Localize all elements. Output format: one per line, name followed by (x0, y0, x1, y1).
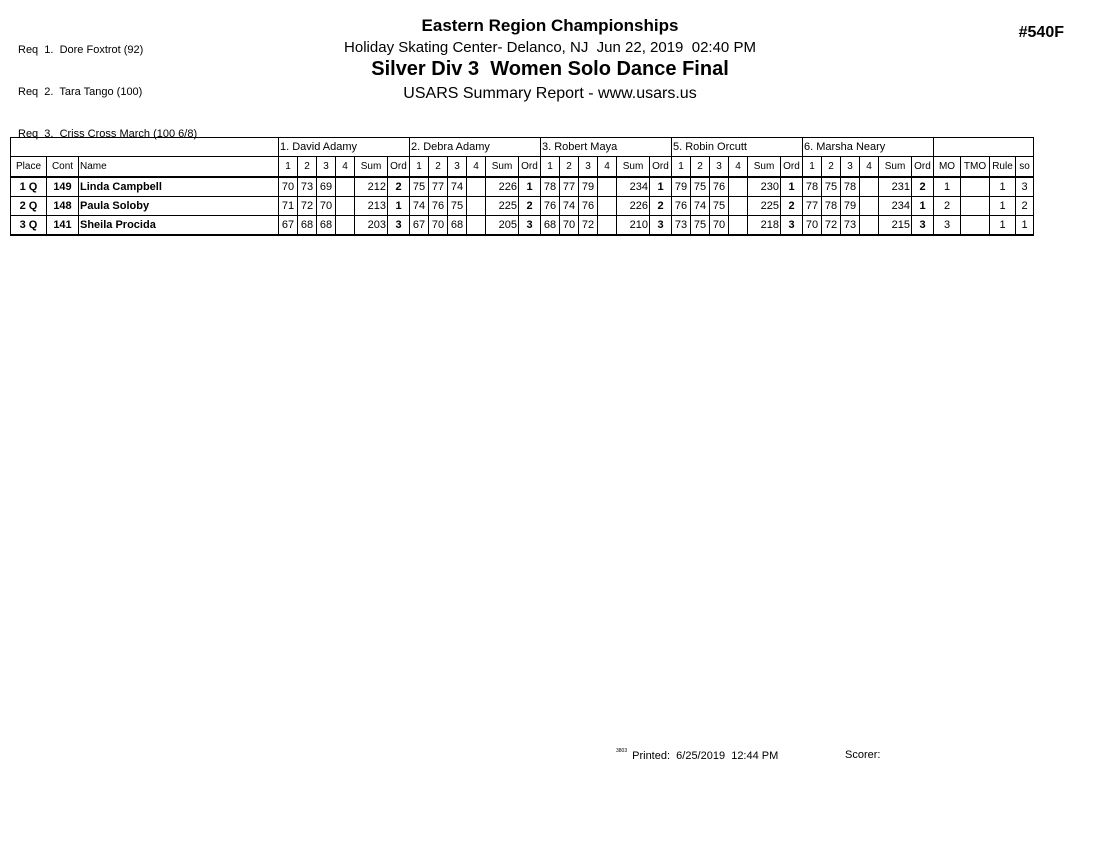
mark-cell: 72 (579, 216, 598, 236)
sum-cell: 212 (355, 177, 388, 197)
ord-cell: 2 (650, 197, 672, 216)
mark-cell: 68 (541, 216, 560, 236)
scorer-label: Scorer: (845, 749, 881, 761)
division-title: Silver Div 3 Women Solo Dance Final (371, 58, 729, 80)
mo-header: MO (934, 157, 961, 178)
ord-cell: 1 (519, 177, 541, 197)
mark-header: 1 (410, 157, 429, 178)
mark-cell: 75 (691, 216, 710, 236)
ord-header: Ord (650, 157, 672, 178)
mark-cell: 74 (691, 197, 710, 216)
header-spacer (11, 138, 279, 157)
ord-header: Ord (781, 157, 803, 178)
ord-cell: 2 (519, 197, 541, 216)
mark-header: 2 (822, 157, 841, 178)
mark-cell (860, 216, 879, 236)
sum-cell: 225 (486, 197, 519, 216)
rule-cell: 1 (990, 197, 1016, 216)
mark-cell: 78 (822, 197, 841, 216)
tmo-header: TMO (961, 157, 990, 178)
ord-cell: 2 (912, 177, 934, 197)
sum-cell: 218 (748, 216, 781, 236)
mark-header: 2 (429, 157, 448, 178)
mark-cell: 69 (317, 177, 336, 197)
mark-cell: 70 (429, 216, 448, 236)
mark-header: 3 (841, 157, 860, 178)
mark-cell (336, 177, 355, 197)
mark-cell: 76 (672, 197, 691, 216)
mark-cell: 72 (822, 216, 841, 236)
sum-cell: 213 (355, 197, 388, 216)
judge-header: 1. David Adamy (279, 138, 410, 157)
mark-cell: 68 (298, 216, 317, 236)
ord-header: Ord (912, 157, 934, 178)
mark-cell: 78 (541, 177, 560, 197)
place-cell: 3 Q (11, 216, 47, 236)
mark-cell: 74 (560, 197, 579, 216)
mo-cell: 3 (934, 216, 961, 236)
so-header: so (1016, 157, 1034, 178)
mark-cell: 70 (279, 177, 298, 197)
mark-header: 4 (860, 157, 879, 178)
ord-cell: 1 (388, 197, 410, 216)
requirement-line: Req 2. Tara Tango (100) (18, 86, 143, 98)
ord-cell: 1 (781, 177, 803, 197)
mark-cell: 67 (279, 216, 298, 236)
rule-header: Rule (990, 157, 1016, 178)
sum-cell: 225 (748, 197, 781, 216)
judge-header: 5. Robin Orcutt (672, 138, 803, 157)
sum-header: Sum (617, 157, 650, 178)
column-header-row (11, 157, 1034, 178)
mark-cell: 78 (803, 177, 822, 197)
ord-cell: 3 (781, 216, 803, 236)
sum-cell: 230 (748, 177, 781, 197)
mo-cell: 2 (934, 197, 961, 216)
so-cell: 2 (1016, 197, 1034, 216)
ord-cell: 2 (781, 197, 803, 216)
skater-name-cell: Paula Soloby (79, 197, 279, 216)
mark-cell (598, 177, 617, 197)
table-row (11, 197, 1034, 216)
mark-cell: 79 (672, 177, 691, 197)
mark-header: 4 (467, 157, 486, 178)
ord-cell: 1 (912, 197, 934, 216)
place-cell: 1 Q (11, 177, 47, 197)
mark-cell: 70 (803, 216, 822, 236)
mark-cell: 72 (298, 197, 317, 216)
mark-cell (467, 216, 486, 236)
ord-header: Ord (519, 157, 541, 178)
mark-cell: 76 (710, 177, 729, 197)
so-cell: 1 (1016, 216, 1034, 236)
skater-name-cell: Linda Campbell (79, 177, 279, 197)
mark-header: 3 (448, 157, 467, 178)
mo-cell: 1 (934, 177, 961, 197)
cont-header: Cont (47, 157, 79, 178)
mark-header: 1 (279, 157, 298, 178)
mark-cell: 75 (822, 177, 841, 197)
sum-header: Sum (879, 157, 912, 178)
mark-header: 1 (803, 157, 822, 178)
sum-cell: 215 (879, 216, 912, 236)
mark-cell: 78 (841, 177, 860, 197)
mark-header: 4 (729, 157, 748, 178)
tmo-cell (961, 177, 990, 197)
mark-cell (598, 197, 617, 216)
ord-cell: 2 (388, 177, 410, 197)
sum-cell: 203 (355, 216, 388, 236)
mark-cell (729, 177, 748, 197)
sum-header: Sum (355, 157, 388, 178)
event-title: Eastern Region Championships (421, 16, 679, 35)
event-number: #540F (1018, 24, 1064, 41)
mark-cell: 74 (448, 177, 467, 197)
sum-header: Sum (748, 157, 781, 178)
mark-header: 3 (710, 157, 729, 178)
contestant-number-cell: 149 (47, 177, 79, 197)
sum-header: Sum (486, 157, 519, 178)
sum-cell: 226 (486, 177, 519, 197)
report-type-line: USARS Summary Report - www.usars.us (403, 85, 697, 102)
mark-header: 2 (691, 157, 710, 178)
header-spacer (934, 138, 1034, 157)
mark-cell: 70 (560, 216, 579, 236)
mark-cell: 68 (448, 216, 467, 236)
mark-cell (860, 177, 879, 197)
so-cell: 3 (1016, 177, 1034, 197)
judge-header: 3. Robert Maya (541, 138, 672, 157)
ord-cell: 3 (912, 216, 934, 236)
mark-header: 4 (336, 157, 355, 178)
table-row (11, 177, 1034, 197)
mark-cell: 68 (317, 216, 336, 236)
sum-cell: 210 (617, 216, 650, 236)
judge-header: 2. Debra Adamy (410, 138, 541, 157)
mark-cell: 73 (298, 177, 317, 197)
results-table (10, 137, 1034, 236)
mark-cell: 76 (579, 197, 598, 216)
mark-header: 1 (672, 157, 691, 178)
mark-cell: 70 (317, 197, 336, 216)
judge-name-row (11, 138, 1034, 157)
rule-cell: 1 (990, 216, 1016, 236)
version-code: 3803 (616, 748, 628, 754)
place-header: Place (11, 157, 47, 178)
mark-cell (860, 197, 879, 216)
ord-cell: 3 (519, 216, 541, 236)
mark-cell: 67 (410, 216, 429, 236)
table-row (11, 216, 1034, 236)
mark-cell: 73 (841, 216, 860, 236)
sum-cell: 234 (879, 197, 912, 216)
ord-cell: 3 (650, 216, 672, 236)
place-cell: 2 Q (11, 197, 47, 216)
mark-cell (729, 216, 748, 236)
ord-cell: 1 (650, 177, 672, 197)
ord-header: Ord (388, 157, 410, 178)
mark-cell (729, 197, 748, 216)
mark-cell: 71 (279, 197, 298, 216)
sum-cell: 234 (617, 177, 650, 197)
printed-text: Printed: 6/25/2019 12:44 PM (632, 750, 779, 762)
tmo-cell (961, 216, 990, 236)
name-header: Name (79, 157, 279, 178)
mark-cell: 77 (560, 177, 579, 197)
mark-cell: 75 (448, 197, 467, 216)
sum-cell: 226 (617, 197, 650, 216)
mark-cell: 77 (803, 197, 822, 216)
ord-cell: 3 (388, 216, 410, 236)
mark-cell: 79 (841, 197, 860, 216)
mark-header: 4 (598, 157, 617, 178)
mark-cell (467, 177, 486, 197)
mark-cell: 76 (429, 197, 448, 216)
skater-name-cell: Sheila Procida (79, 216, 279, 236)
title-block (0, 16, 1100, 103)
mark-header: 3 (579, 157, 598, 178)
rule-cell: 1 (990, 177, 1016, 197)
mark-cell (598, 216, 617, 236)
mark-cell: 70 (710, 216, 729, 236)
mark-cell (467, 197, 486, 216)
mark-cell: 79 (579, 177, 598, 197)
mark-cell: 73 (672, 216, 691, 236)
mark-header: 2 (560, 157, 579, 178)
venue-datetime: Holiday Skating Center- Delanco, NJ Jun 22, 2019 02:40 PM (344, 39, 756, 56)
mark-cell: 77 (429, 177, 448, 197)
mark-cell (336, 197, 355, 216)
sum-cell: 231 (879, 177, 912, 197)
mark-header: 2 (298, 157, 317, 178)
printed-line (616, 748, 778, 762)
mark-cell: 75 (410, 177, 429, 197)
mark-header: 1 (541, 157, 560, 178)
mark-header: 3 (317, 157, 336, 178)
contestant-number-cell: 148 (47, 197, 79, 216)
sum-cell: 205 (486, 216, 519, 236)
requirement-line: Req 1. Dore Foxtrot (92) (18, 44, 144, 56)
requirement-line: Req 3. Criss Cross March (100 6/8) (18, 128, 198, 140)
mark-cell: 75 (691, 177, 710, 197)
tmo-cell (961, 197, 990, 216)
mark-cell (336, 216, 355, 236)
mark-cell: 74 (410, 197, 429, 216)
contestant-number-cell: 141 (47, 216, 79, 236)
mark-cell: 75 (710, 197, 729, 216)
mark-cell: 76 (541, 197, 560, 216)
judge-header: 6. Marsha Neary (803, 138, 934, 157)
